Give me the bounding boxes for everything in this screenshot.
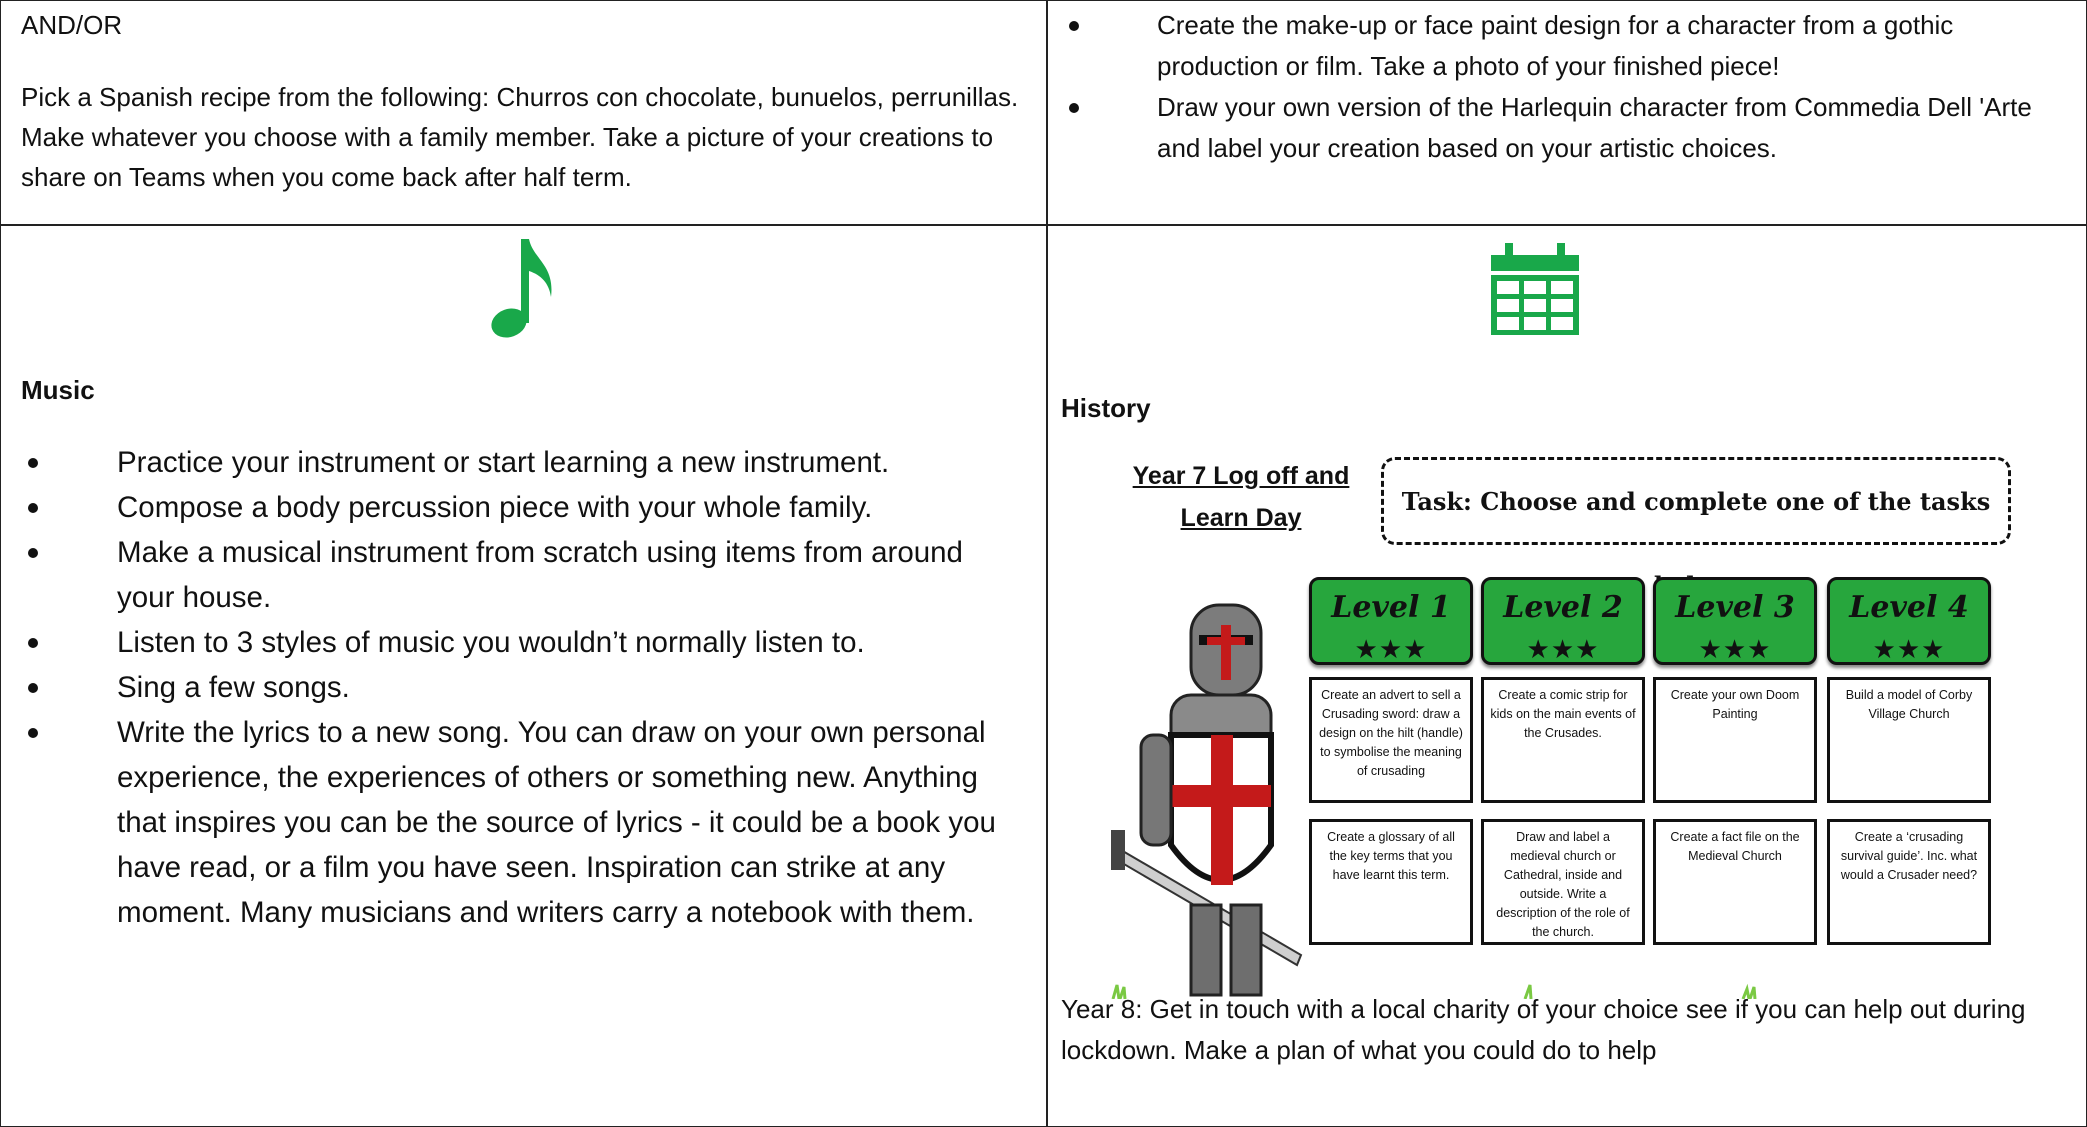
drama-cell <box>1046 0 2087 226</box>
knight-illustration <box>1111 585 1311 1005</box>
list-item: Sing a few songs. <box>117 665 1017 710</box>
level-label: Level 4 <box>1849 590 1969 625</box>
level-stars: ★★★ <box>1354 634 1428 664</box>
level-3-badge <box>1653 577 1817 665</box>
level-label: Level 1 <box>1331 590 1451 625</box>
level-stars: ★★★ <box>1872 634 1946 664</box>
drama-list <box>1157 5 2077 169</box>
list-item: Create the make-up or face paint design for a character from a gothic production or film. Take a photo of your finished piece! <box>1157 5 2077 87</box>
level-label: Level 3 <box>1675 590 1795 625</box>
task-box-level2-b: Draw and label a medieval church or Cathedral, inside and outside. Write a description of the role of the church. <box>1481 819 1645 945</box>
task-box-level3-a: Create your own Doom Painting <box>1653 677 1817 803</box>
year8-text: Year 8: Get in touch with a local charity of your choice see if you can help out during lockdown. Make a plan of what you could do to help <box>1061 994 2026 1065</box>
list-item: Compose a body percussion piece with your whole family. <box>117 485 1017 530</box>
music-heading: Music <box>21 375 95 405</box>
calendar-icon <box>1487 241 1583 337</box>
task-box-level3-b: Create a fact file on the Medieval Church <box>1653 819 1817 945</box>
task-text: Task: Choose and complete one of the tasks <box>1401 487 1991 516</box>
level-stars: ★★★ <box>1526 634 1600 664</box>
music-cell <box>0 224 1048 1127</box>
task-banner <box>1381 457 2011 545</box>
list-item: Make a musical instrument from scratch using items from around your house. <box>117 530 1017 620</box>
list-item: Draw your own version of the Harlequin character from Commedia Dell 'Arte and label your creation based on your artistic choices. <box>1157 87 2077 169</box>
history-worksheet <box>1111 455 2081 985</box>
level-label: Level 2 <box>1503 590 1623 625</box>
task-box-level4-a: Build a model of Corby Village Church <box>1827 677 1991 803</box>
and-or-label: AND/OR <box>21 10 123 40</box>
task-box-level1-b: Create a glossary of all the key terms that you have learnt this term. <box>1309 819 1473 945</box>
history-heading: History <box>1061 393 1151 423</box>
level-1-badge <box>1309 577 1473 665</box>
level-4-badge <box>1827 577 1991 665</box>
worksheet-title <box>1111 455 1371 539</box>
recipe-text: Pick a Spanish recipe from the following: Churros con chocolate, bunuelos, perrunillas. Make whatever you choose with a family member. Take a picture of your creations to share on Teams when you come back after half term. <box>21 82 1019 192</box>
list-item: Practice your instrument or start learning a new instrument. <box>117 440 1017 485</box>
task-box-level2-a: Create a comic strip for kids on the main events of the Crusades. <box>1481 677 1645 803</box>
music-note-icon <box>489 235 559 340</box>
level-2-badge <box>1481 577 1645 665</box>
worksheet-title-line2: Learn Day <box>1180 504 1302 532</box>
music-list <box>117 440 1017 935</box>
history-cell <box>1046 224 2087 1127</box>
level-stars: ★★★ <box>1698 634 1772 664</box>
worksheet-title-line1: Year 7 Log off and <box>1132 462 1350 490</box>
task-box-level1-a: Create an advert to sell a Crusading sword: draw a design on the hilt (handle) to symbolise the meaning of crusading <box>1309 677 1473 803</box>
list-item: Write the lyrics to a new song. You can draw on your own personal experience, the experiences of others or something new. Anything that inspires you can be the source of lyrics - it could be a book you have read, or a film you have seen. Inspiration can strike at any moment. Many musicians and writers carry a notebook with them. <box>117 710 1017 935</box>
task-box-level4-b: Create a ‘crusading survival guide’. Inc. what would a Crusader need? <box>1827 819 1991 945</box>
spanish-cell <box>0 0 1048 226</box>
list-item: Listen to 3 styles of music you wouldn’t normally listen to. <box>117 620 1017 665</box>
